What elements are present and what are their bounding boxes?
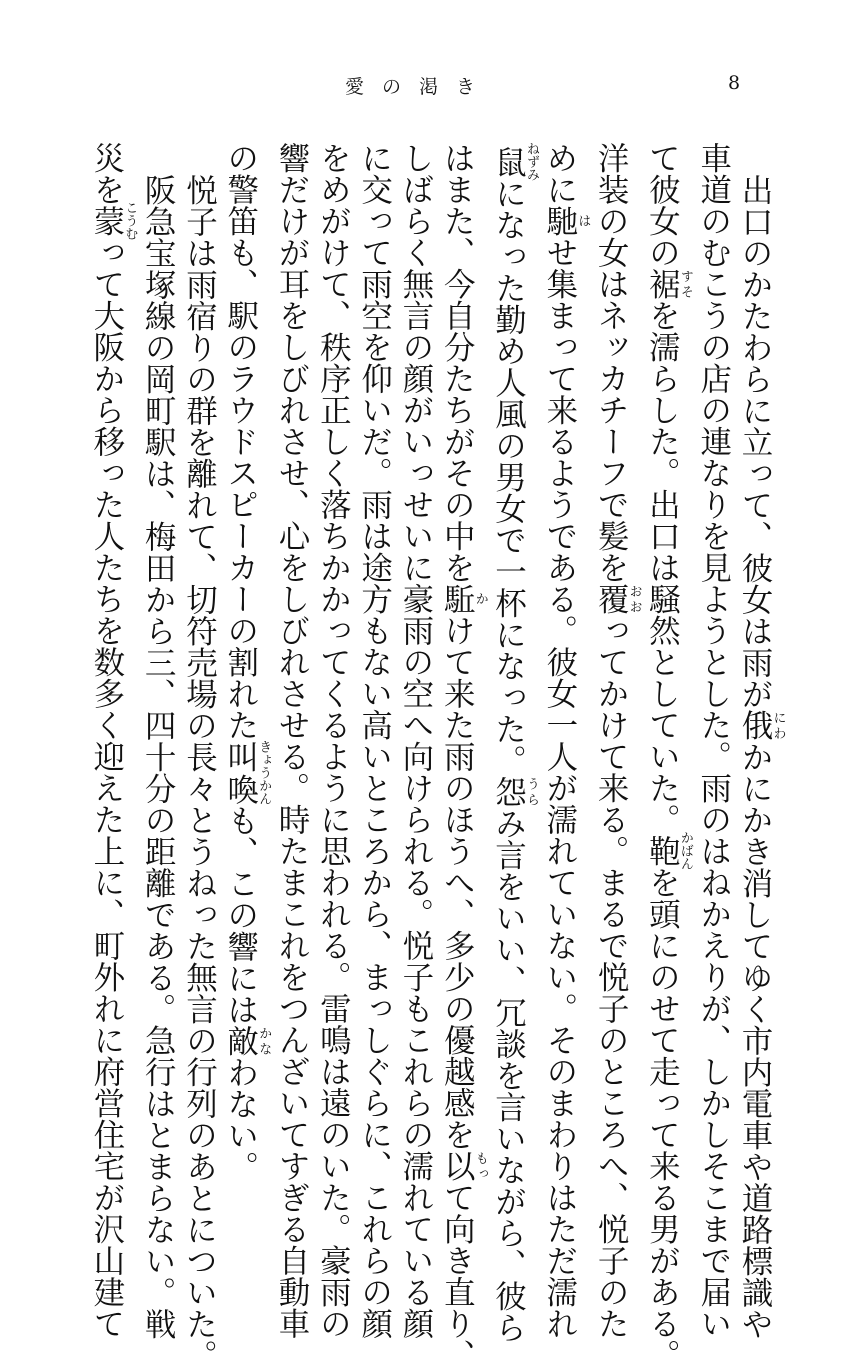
body-text (88, 142, 786, 1371)
furigana: 以もっ (439, 1150, 488, 1182)
furigana: 裾すそ (644, 268, 693, 300)
text-line: 響だけが耳をしびれさせ、心をしびれさせる。時たまこれをつんざいてすぎる自動車 (274, 142, 311, 1339)
page-header (0, 72, 841, 112)
furigana: 駈か (439, 583, 488, 615)
text-line: の警笛も、駅のラウドスピーカーの割れた叫喚きょうかんも、この響には敵かなわない。 (222, 142, 272, 1183)
furigana: 蒙こうむ (88, 201, 138, 241)
running-title: 愛の渇き (345, 76, 494, 98)
text-line: 鼠ねずみになった勤め人風の男女で一杯になった。怨うらみ言をいい、冗談を言いながら、彼ら (490, 142, 540, 1343)
text-line: 阪急宝塚線の岡町駅は、梅田から三、四十分の距離である。急行はとまらない。戦 (140, 173, 177, 1339)
text-line: 災を蒙こうむって大阪から移った人たちを数多く迎えた上に、町外れに府営住宅が沢山建て (88, 142, 138, 1339)
text-line: に交って雨空を仰いだ。雨は途方もない高いところから、まっしぐらに、これらの顔 (356, 142, 393, 1339)
furigana: 馳は (541, 205, 591, 237)
furigana: 怨うら (490, 775, 540, 808)
furigana: 鞄かばん (644, 831, 693, 871)
furigana: 叫喚きょうかん (222, 740, 272, 805)
text-line: めに馳はせ集まって来るようである。彼女一人が濡れていない。そのまわりはただ濡れ (541, 142, 591, 1339)
page-number: 8 (728, 72, 741, 94)
text-line: しばらく無言の顔がいっせいに豪雨の空へ向けられる。悦子もこれらの濡れている顔 (397, 142, 434, 1339)
text-line: 悦子は雨宿りの群を離れて、切符売場の長々とうねった無言の行列のあとについた。 (181, 173, 218, 1371)
furigana: 鼠ねずみ (490, 142, 540, 181)
text-line: をめがけて、秩序正しく落ちかかってくるように思われる。雷鳴は遠のいた。豪雨の (315, 142, 352, 1339)
furigana: 覆おお (593, 583, 642, 615)
text-line: はまた、今自分たちがその中を駈かけて来た雨のほうへ、多少の優越感を以もって向き直り、 (439, 142, 488, 1371)
furigana: 敵かな (222, 1025, 272, 1057)
text-line: て彼女の裾すそを濡らした。出口は騒然としていた。鞄かばんを頭にのせて走って来る男がある。 (644, 142, 693, 1371)
text-line: 洋装の女はネッカチーフで髪を覆おおってかけて来る。まるで悦子のところへ、悦子のた (593, 142, 642, 1339)
text-line: 車道のむこうの店の連なりを見ようとした。雨のはねかえりが、しかしそこまで届い (695, 142, 732, 1339)
text-line: 出口のかたわらに立って、彼女は雨が俄にわかにかき消してゆく市内電車や道路標識や (737, 173, 786, 1339)
furigana: 俄にわ (737, 709, 786, 741)
